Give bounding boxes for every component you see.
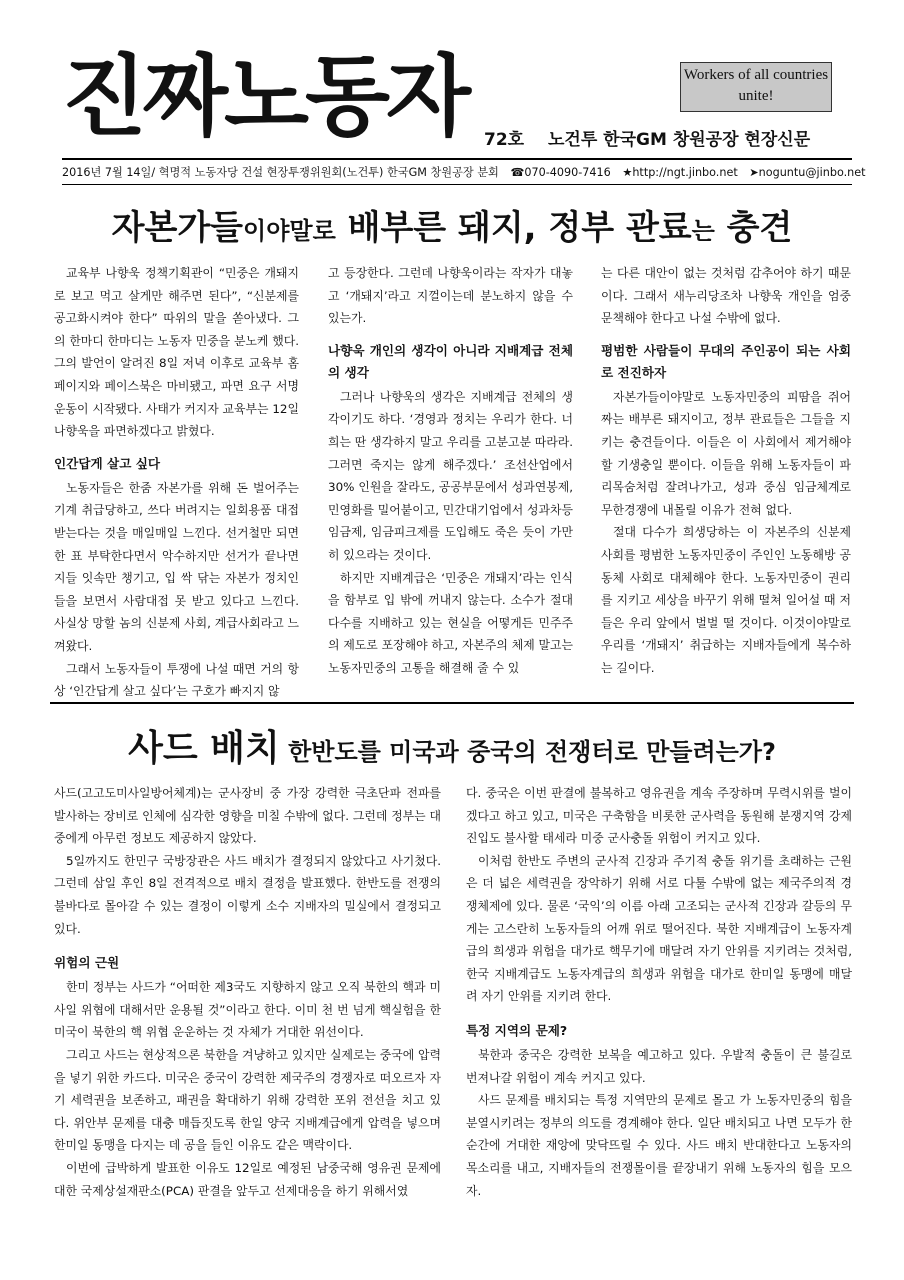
section-heading: 인간답게 살고 싶다 [54, 455, 161, 471]
paragraph: 그러나 나향욱의 생각은 지배계급 전체의 생각이기도 하다. ‘경영과 정치는 우리가 한다. 너희는 딴 생각하지 말고 우리를 고분고분 따라라. 그러면 죽지는 않게 해주겠다.’ 조선산업에서 30% 인원을 잘라도, 공공부문에서 성과연봉제, 민영화를 밀어붙이고, 민간대기업에서 성과차등임금제, 임금피크제를 도입해도 죽은 듯이 가만히 있으라는 것이다. [328, 389, 573, 562]
paragraph: 그리고 사드는 현상적으론 북한을 겨냥하고 있지만 실제로는 중국에 압력을 넣기 위한 카드다. 미국은 중국이 강력한 제국주의 경쟁자로 떠오르자 자기 세력권을 보존하고, 패권을 확대하기 위해 강력한 포위 전선을 치고 있다. 위안부 문제를 대충 매듭짓도록 한일 양국 지배계급에게 압력을 넣으며 한미일 동맹을 다지는 데 공을 들인 이유도 같은 맥락이다. [54, 1047, 441, 1153]
website-link[interactable]: ★http://ngt.jinbo.net [622, 166, 738, 179]
article-separator [50, 702, 854, 704]
paragraph: 이처럼 한반도 주변의 군사적 긴장과 주기적 충돌 위기를 초래하는 근원은 더 넓은 세력권을 장악하기 위해 서로 다툴 수밖에 없는 제국주의적 경쟁체제에 있다. 물론 ‘국익’의 이름 아래 고조되는 군사적 긴장과 갈등의 무게는 고스란히 노동자들의 어깨 위로 떨어진다. 북한 지배계급이 노동자계급의 희생과 위험을 대가로 핵무기에 매달려 자기 안위를 지키려는 것처럼, 한국 지배계급도 노동자계급의 희생과 위험을 대가로 한미일 동맹에 매달려 자기 안위를 지키려 한다. [466, 853, 852, 1004]
date-organization: 2016년 7월 14일/ 혁명적 노동자당 건설 현장투쟁위원회(노건투) 한국GM 창원공장 분회 [62, 166, 499, 179]
phone-number: ☎070-4090-7416 [510, 166, 611, 179]
paragraph: 하지만 지배계급은 ‘민중은 개돼지’라는 인식을 함부로 입 밖에 꺼내지 않는다. 소수가 절대다수를 지배하고 있는 현실을 어떻게든 민주주의 제도로 포장해야 하고, 자본주의 체제 말고는 노동자민중의 고통을 해결해 줄 수 있 [328, 570, 573, 675]
article1-headline [0, 200, 904, 249]
article2-column-1 [54, 782, 441, 1202]
top-rule [62, 158, 852, 160]
paragraph: 사드(고고도미사일방어체계)는 군사장비 중 가장 강력한 극초단파 전파를 발사하는 장비로 인체에 심각한 영향을 미칠 수밖에 없다. 그런데 정부는 대중에게 아무런 정보도 제공하지 않았다. [54, 786, 441, 846]
headline-part: 충견 [714, 208, 793, 248]
article1-column-3 [601, 262, 851, 680]
headline-part: 배부른 돼지, 정부 관료 [335, 208, 692, 248]
headline-part: 이야말로 [243, 217, 336, 245]
article1-column-1 [54, 262, 299, 703]
headline-part: 는 [691, 217, 715, 245]
email-link[interactable]: ➤noguntu@jinbo.net [749, 166, 866, 179]
headline-part: 자본가들 [111, 208, 244, 248]
section-heading: 특정 지역의 문제? [466, 1022, 568, 1038]
paragraph: 자본가들이야말로 노동자민중의 피땀을 쥐어짜는 배부른 돼지이고, 정부 관료들은 그들을 지키는 충견들이다. 이들은 이 사회에서 제거해야 할 기생충일 뿐이다. 이들을 위해 노동자들이 파리목숨처럼 잘려나가고, 성과 중심 임금체계로 무한경쟁에 내몰릴 이유가 전혀 없다. [601, 389, 851, 517]
paragraph: 이번에 급박하게 발표한 이유도 12일로 예정된 남중국해 영유권 문제에 대한 국제상설재판소(PCA) 판결을 앞두고 선제대응을 하기 위해서였 [54, 1160, 441, 1198]
paragraph: 다. 중국은 이번 판결에 불복하고 영유권을 계속 주장하며 무력시위를 벌이겠다고 하고 있고, 미국은 구축함을 비롯한 군사력을 동원해 분쟁지역 강제진입도 불사할 태세라 미중 군사충돌 위험이 커지고 있다. [466, 786, 852, 846]
newspaper-subtitle: 노건투 한국GM 창원공장 현장신문 [548, 130, 811, 150]
section-heading: 위험의 근원 [54, 955, 120, 971]
article1-column-2 [328, 262, 573, 680]
headline-main: 사드 배치 [128, 728, 280, 769]
paragraph: 는 다른 대안이 없는 것처럼 감추어야 하기 때문이다. 그래서 새누리당조차 나향욱 개인을 엄중 문책해야 한다고 나설 수밖에 없다. [601, 266, 851, 326]
paragraph: 한미 정부는 사드가 “어떠한 제3국도 지향하지 않고 오직 북한의 핵과 미사일 위협에 대해서만 운용될 것”이라고 한다. 이미 천 번 넘게 핵실험을 한 미국이 북한의 핵 위협 운운하는 것 자체가 거대한 위선이다. [54, 980, 441, 1040]
motto-box: Workers of all countries unite! [680, 62, 832, 112]
paragraph: 교육부 나향욱 정책기획관이 “민중은 개돼지로 보고 먹고 살게만 해주면 된다”, “신분제를 공고화시켜야 한다” 따위의 말을 쏟아냈다. 그의 한마디 한마디는 노동자 민중을 분노케 했다. 그의 발언이 알려진 8일 저녁 이후로 교육부 홈페이지와 페이스북은 마비됐고, 파면 요구 서명운동이 시작됐다. 사태가 커지자 교육부는 12일 나향욱을 파면하겠다고 밝혔다. [54, 266, 299, 439]
section-heading: 나향욱 개인의 생각이 아니라 지배계급 전체의 생각 [328, 342, 573, 380]
paragraph: 그래서 노동자들이 투쟁에 나설 때면 거의 항상 ‘인간답게 살고 싶다’는 구호가 빠지지 않 [54, 661, 299, 699]
issue-number: 72호 [484, 130, 525, 150]
paragraph: 절대 다수가 희생당하는 이 자본주의 신분제 사회를 평범한 노동자민중이 주인인 노동해방 공동체 사회로 대체해야 한다. 노동자민중이 권리를 지키고 세상을 바꾸기 위해 떨쳐 일어설 때 저들은 우리 앞에서 벌벌 떨 것이다. 이것이야말로 우리를 ‘개돼지’ 취급하는 지배자들에게 복수하는 길이다. [601, 525, 851, 675]
paragraph: 고 등장한다. 그런데 나향욱이라는 작자가 대놓고 ‘개돼지’라고 지껄이는데 분노하지 않을 수 있는가. [328, 266, 573, 326]
info-bar [62, 164, 866, 180]
newspaper-title: 진짜노동자 [62, 45, 468, 148]
info-rule [62, 184, 852, 185]
paragraph: 북한과 중국은 강력한 보복을 예고하고 있다. 우발적 충돌이 큰 불길로 번져나갈 위험이 계속 커지고 있다. [466, 1047, 852, 1085]
masthead [0, 0, 904, 160]
headline-sub: 한반도를 미국과 중국의 전쟁터로 만들려는가? [279, 738, 776, 766]
article2-column-2 [466, 782, 852, 1202]
paragraph: 노동자들은 한줌 자본가를 위해 돈 벌어주는 기계 취급당하고, 쓰다 버려지는 일회용품 대접받는다는 것을 매일매일 느낀다. 선거철만 되면 한 표 부탁한다면서 악수하지만 선거가 끝나면 지들 잇속만 챙기고, 입 싹 닦는 자본가 정치인들을 보면서 사람대접 못 받고 있다고 느낀다. 사실상 망할 놈의 신분제 사회, 계급사회라고 느껴왔다. [54, 480, 299, 653]
section-heading: 평범한 사람들이 무대의 주인공이 되는 사회로 전진하자 [601, 342, 851, 380]
paragraph: 5일까지도 한민구 국방장관은 사드 배치가 결정되지 않았다고 사기쳤다. 그런데 삼일 후인 8일 전격적으로 배치 결정을 발표했다. 한반도를 전쟁의 불바다로 몰아갈 수 있는 결정이 이렇게 소수 지배자의 밀실에서 결정되고 있다. [54, 853, 441, 936]
article2-headline [0, 720, 904, 771]
paragraph: 사드 문제를 배치되는 특정 지역만의 문제로 몰고 가 노동자민중의 힘을 분열시키려는 정부의 의도를 경계해야 한다. 일단 배치되고 나면 모두가 한순간에 거대한 재앙에 맞닥뜨릴 수 있다. 사드 배치 반대한다고 노동자의 목소리를 내고, 지배자들의 전쟁몰이를 끝장내기 위해 노동자의 힘을 모으자. [466, 1093, 852, 1198]
